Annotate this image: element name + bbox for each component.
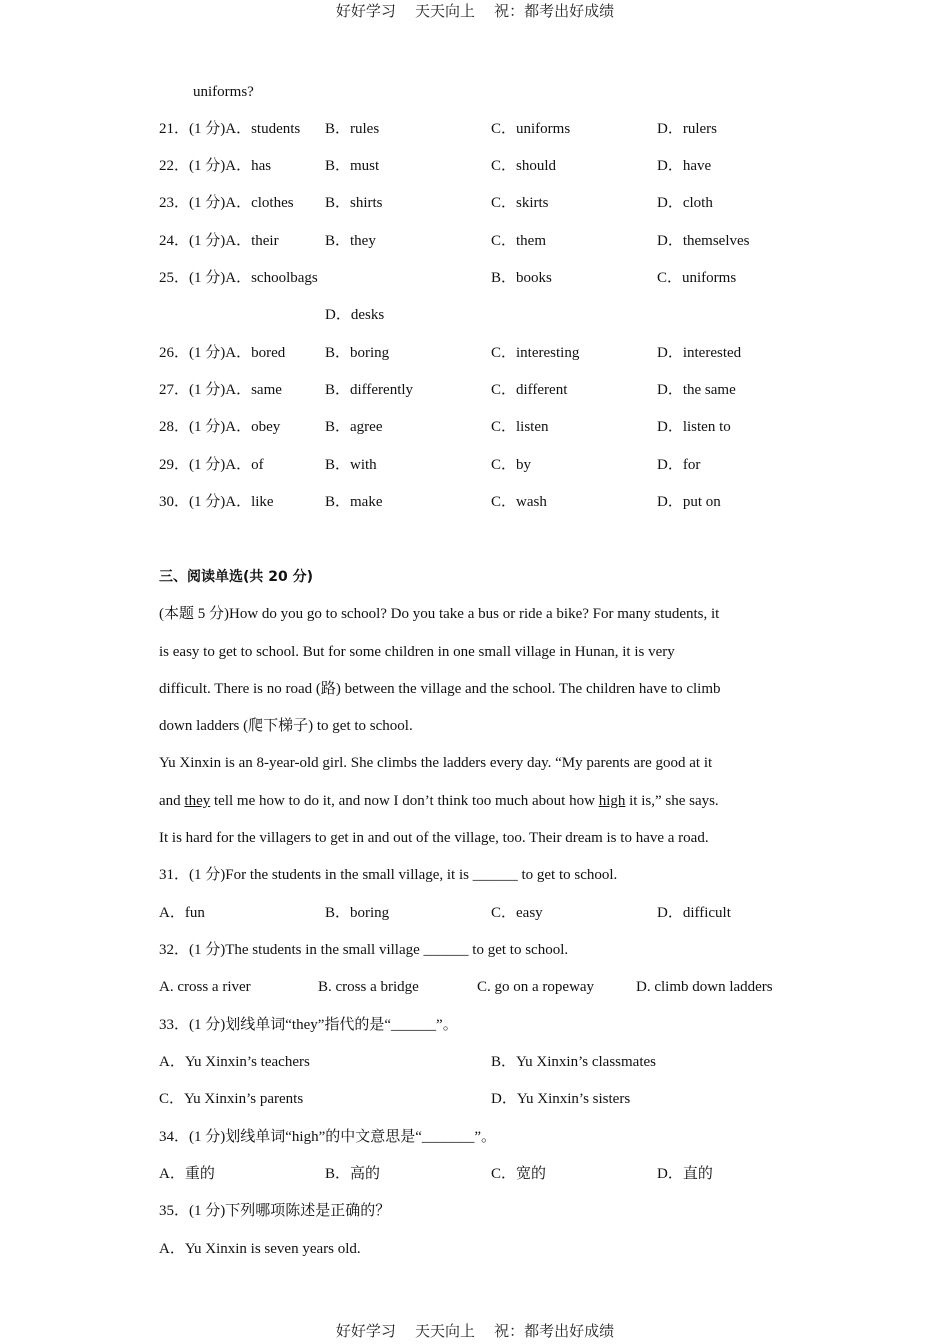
underlined-word-they: they [184,793,211,809]
option-a: A．Yu Xinxin’s teachers [159,1054,310,1070]
question-stem: 27．(1 分)A．same [159,382,282,398]
option-b: B．rules [325,121,380,137]
passage-text: it is,” she says. [625,793,719,809]
option-c: C．should [491,158,557,174]
option-b: B．books [491,270,552,286]
option-d: D．difficult [657,905,731,921]
passage-line [159,791,799,811]
option-d: D．the same [657,382,736,398]
passage-line: It is hard for the villagers to get in and out of the village, too. Their dream is to have a road. [159,830,709,846]
option-b: B．agree [325,419,383,435]
question-stem: 25．(1 分)A．schoolbags [159,270,318,286]
question-stem: 28．(1 分)A．obey [159,419,281,435]
option-a: A．Yu Xinxin is seven years old. [159,1241,361,1257]
passage-line: down ladders (爬下梯子) to get to school. [159,718,413,734]
option-d: D．put on [657,494,721,510]
option-b: B．with [325,457,377,473]
option-a: A．fun [159,905,205,921]
question-stem: 30．(1 分)A．like [159,494,274,510]
option-c: C．uniforms [657,270,737,286]
passage-text: tell me how to do it, and now I don’t think too much about how [210,793,599,809]
question-stem: 24．(1 分)A．their [159,233,279,249]
option-c: C．different [491,382,568,398]
option-d: D．rulers [657,121,717,137]
passage-line: (本题 5 分)How do you go to school? Do you take a bus or ride a bike? For many students, it [159,606,720,622]
passage-line: difficult. There is no road (路) between the village and the school. The children have to climb [159,681,721,697]
option-b: B．boring [325,345,390,361]
option-d: D．listen to [657,419,731,435]
option-c: C．them [491,233,546,249]
continued-text: uniforms? [193,84,254,100]
option-d: D．for [657,457,701,473]
question-stem: 31．(1 分)For the students in the small village, it is ______ to get to school. [159,867,618,883]
option-c: C．by [491,457,532,473]
option-d: D．Yu Xinxin’s sisters [491,1091,631,1107]
section-title: 三、阅读单选(共 20 分) [159,569,314,585]
option-d: D. climb down ladders [636,979,773,995]
option-c: C．Yu Xinxin’s parents [159,1091,304,1107]
option-c: C．easy [491,905,543,921]
option-a: A．重的 [159,1166,215,1182]
question-stem: 34．(1 分)划线单词“high”的中文意思是“_______”。 [159,1129,497,1145]
question-stem: 23．(1 分)A．clothes [159,195,294,211]
option-b: B．make [325,494,383,510]
option-b: B．they [325,233,376,249]
option-c: C．listen [491,419,549,435]
option-b: B．boring [325,905,390,921]
option-b: B．differently [325,382,414,398]
underlined-word-high: high [598,793,626,809]
option-c: C．宽的 [491,1166,547,1182]
question-stem: 22．(1 分)A．has [159,158,272,174]
passage-text: and [159,793,185,809]
option-a: A. cross a river [159,979,251,995]
option-b: B．Yu Xinxin’s classmates [491,1054,656,1070]
option-c: C．wash [491,494,547,510]
question-stem: 33．(1 分)划线单词“they”指代的是“______”。 [159,1017,458,1033]
question-stem: 35．(1 分)下列哪项陈述是正确的？ [159,1203,391,1219]
question-stem: 32．(1 分)The students in the small village ______ to get to school. [159,942,569,958]
option-c: C. go on a ropeway [477,979,595,995]
option-d: D．interested [657,345,742,361]
option-c: C．skirts [491,195,549,211]
option-c: C．interesting [491,345,580,361]
option-d: D．have [657,158,712,174]
option-c: C．uniforms [491,121,571,137]
option-b: B．shirts [325,195,383,211]
option-b: B．高的 [325,1166,381,1182]
page-header: 好好学习 天天向上 祝：都考出好成绩 [335,2,615,20]
question-stem: 26．(1 分)A．bored [159,345,286,361]
option-b: B．must [325,158,380,174]
option-b: B. cross a bridge [318,979,419,995]
option-d: D．直的 [657,1166,713,1182]
option-d: D．themselves [657,233,750,249]
option-d: D．desks [325,307,385,323]
question-stem: 29．(1 分)A．of [159,457,264,473]
page-footer: 好好学习 天天向上 祝：都考出好成绩 [335,1322,615,1340]
option-d: D．cloth [657,195,713,211]
passage-line: Yu Xinxin is an 8-year-old girl. She climbs the ladders every day. “My parents are good at it [159,755,713,771]
question-stem: 21．(1 分)A．students [159,121,301,137]
passage-line: is easy to get to school. But for some children in one small village in Hunan, it is very [159,644,675,660]
